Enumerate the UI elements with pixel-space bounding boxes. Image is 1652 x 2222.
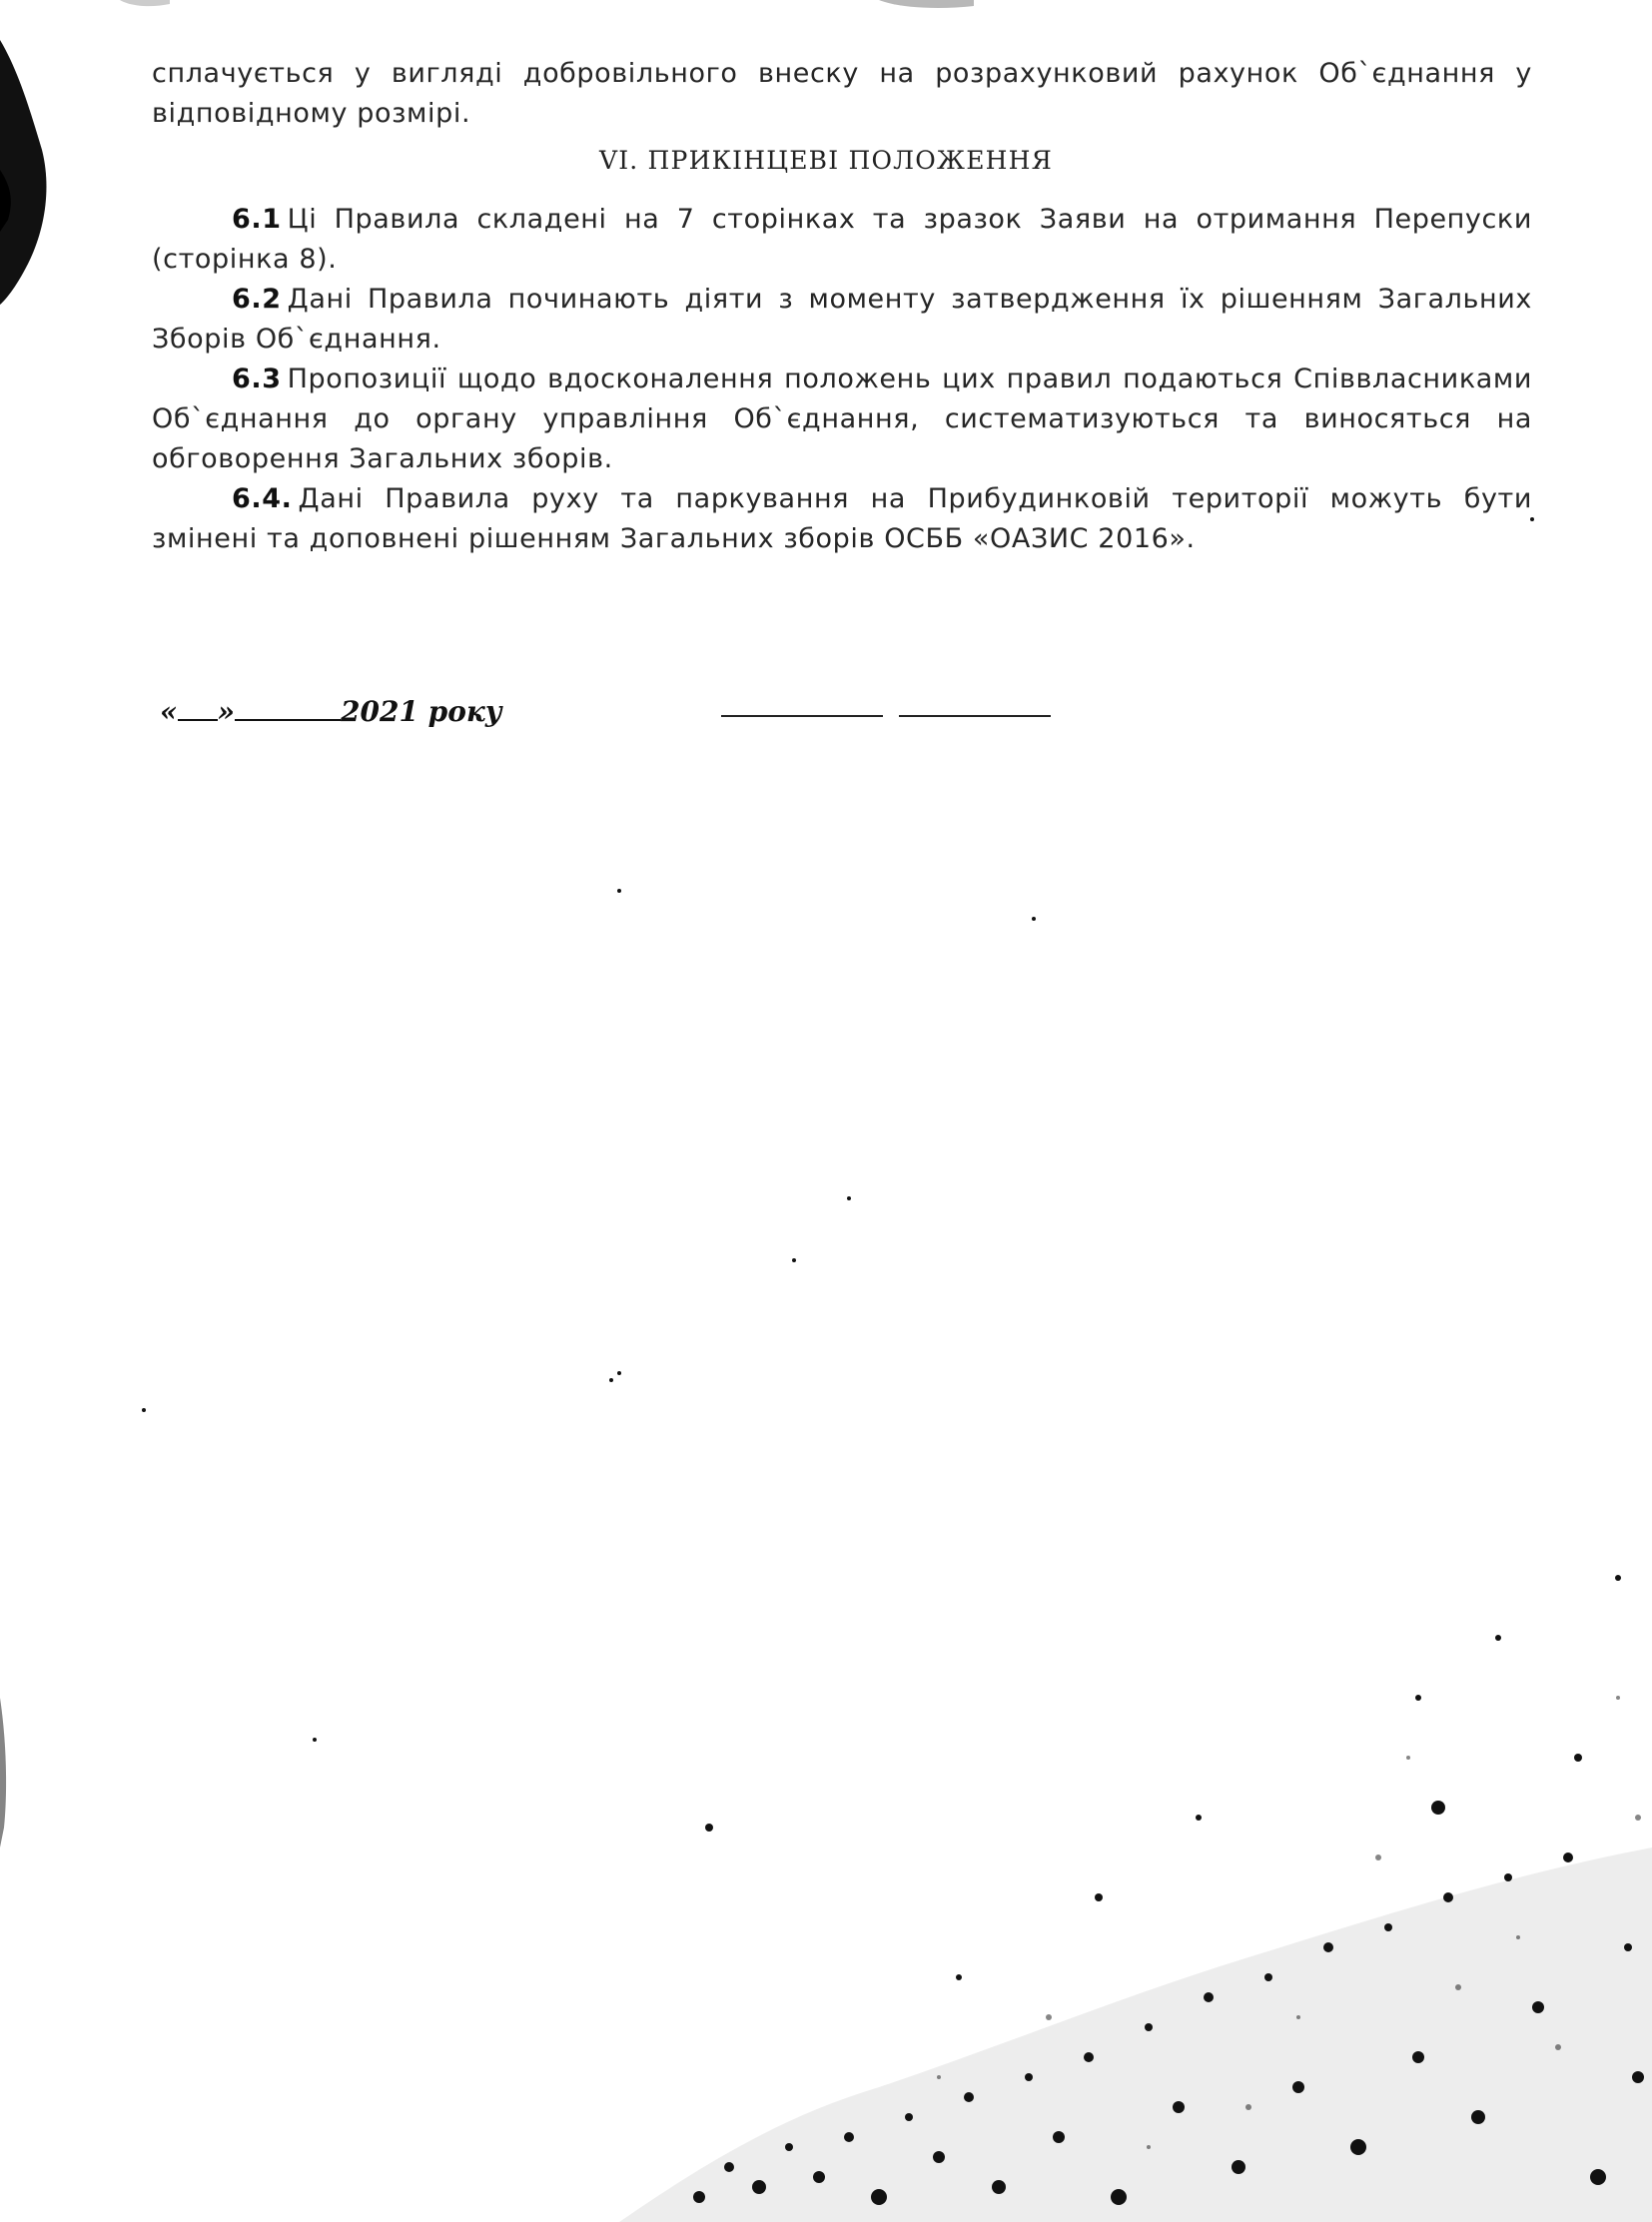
signature-line — [721, 715, 883, 717]
clauses-list — [152, 200, 1532, 559]
quote-close: » — [217, 695, 235, 728]
signature-block — [160, 695, 1159, 735]
clause-6-2 — [152, 280, 1532, 360]
year-text: 2021 року — [341, 695, 502, 728]
intro-text: сплачується у вигляді добровільного внеску на розрахунковий рахунок Об`єднання у відповідному розмірі. — [152, 58, 1532, 129]
clause-text: Дані Правила починають діяти з моменту затвердження їх рішенням Загальних Зборів Об`єднання. — [152, 284, 1532, 355]
clause-number: 6.2 — [232, 284, 282, 315]
clause-text: Дані Правила руху та паркування на Прибудинковій території можуть бути змінені та доповнені рішенням Загальних зборів ОСББ «ОАЗИС 2016». — [152, 483, 1532, 554]
clause-6-4 — [152, 479, 1532, 559]
date-field — [160, 695, 502, 728]
month-blank — [235, 695, 341, 721]
clause-6-3 — [152, 360, 1532, 479]
clause-6-1 — [152, 200, 1532, 280]
clause-text: Ці Правила складені на 7 сторінках та зразок Заяви на отримання Перепуски (сторінка 8). — [152, 204, 1532, 275]
clause-number: 6.4. — [232, 483, 293, 514]
intro-paragraph — [152, 54, 1532, 134]
clause-number: 6.3 — [232, 364, 282, 394]
clause-text: Пропозиції щодо вдосконалення положень цих правил подаються Співвласниками Об`єднання до органу управління Об`єднання, систематизуються та виносяться на обговорення Загальних зборів. — [152, 364, 1532, 474]
section-heading: VI. ПРИКІНЦЕВІ ПОЛОЖЕННЯ — [598, 146, 1054, 175]
clause-number: 6.1 — [232, 204, 282, 235]
name-line — [899, 715, 1051, 717]
quote-open: « — [160, 695, 178, 728]
day-blank — [178, 695, 218, 721]
